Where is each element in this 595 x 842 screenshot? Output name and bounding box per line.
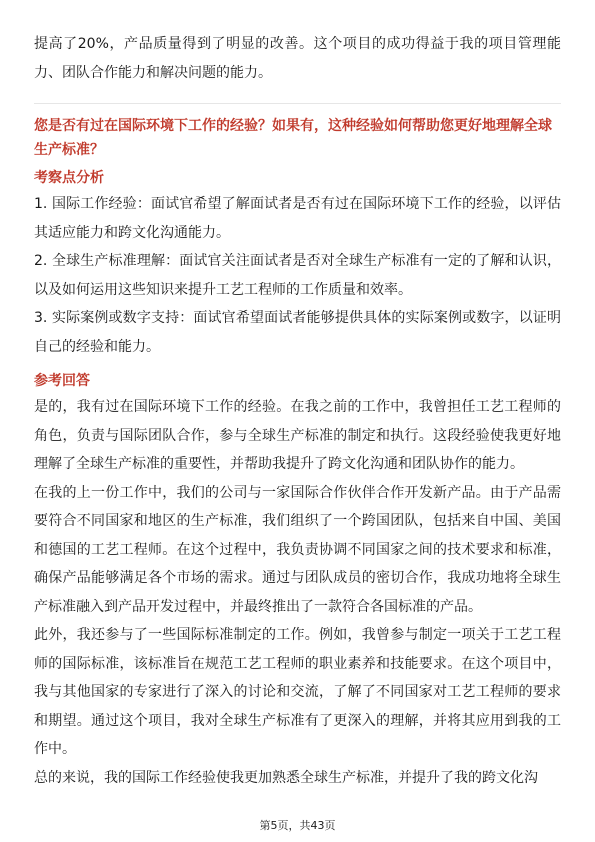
- answer-heading: 参考回答: [34, 373, 90, 389]
- analysis-heading: 考察点分析: [34, 170, 104, 186]
- page-number: 第5页，共43页: [259, 819, 336, 832]
- section-divider: [34, 103, 561, 104]
- analysis-item: 3. 实际案例或数字支持：面试官希望面试者能够提供具体的实际案例或数字，以证明自己的经验和能力。: [34, 310, 561, 355]
- answer-paragraph: 此外，我还参与了一些国际标准制定的工作。例如，我曾参与制定一项关于工艺工程师的国际标准，该标准旨在规范工艺工程师的职业素养和技能要求。在这个项目中，我与其他国家的专家进行了深入的讨论和交流，了解了不同国家对工艺工程师的要求和期望。通过这个项目，我对全球生产标准有了更深入的理解，并将其应用到我的工作中。: [34, 627, 561, 757]
- analysis-item: 2. 全球生产标准理解：面试官关注面试者是否对全球生产标准有一定的了解和认识，以及如何运用这些知识来提升工艺工程师的工作质量和效率。: [34, 253, 561, 298]
- answer-paragraph: 在我的上一份工作中，我们的公司与一家国际合作伙伴合作开发新产品。由于产品需要符合不同国家和地区的生产标准，我们组织了一个跨国团队，包括来自中国、美国和德国的工艺工程师。在这个过程中，我负责协调不同国家之间的技术要求和标准，确保产品能够满足各个市场的需求。通过与团队成员的密切合作，我成功地将全球生产标准融入到产品开发过程中，并最终推出了一款符合各国标准的产品。: [34, 484, 561, 615]
- answer-paragraph: 是的，我有过在国际环境下工作的经验。在我之前的工作中，我曾担任工艺工程师的角色，负责与国际团队合作，参与全球生产标准的制定和执行。这段经验使我更好地理解了全球生产标准的重要性，并帮助我提升了跨文化沟通和团队协作的能力。: [34, 399, 561, 472]
- answer-paragraph: 总的来说，我的国际工作经验使我更加熟悉全球生产标准，并提升了我的跨文化沟: [34, 769, 538, 786]
- top-paragraph: 提高了20%，产品质量得到了明显的改善。这个项目的成功得益于我的项目管理能力、团队合作能力和解决问题的能力。: [34, 36, 561, 81]
- analysis-item: 1. 国际工作经验：面试官希望了解面试者是否有过在国际环境下工作的经验，以评估其适应能力和跨文化沟通能力。: [34, 196, 561, 241]
- question-title: 您是否有过在国际环境下工作的经验？如果有，这种经验如何帮助您更好地理解全球生产标准？: [34, 118, 552, 158]
- document-page: [34, 30, 561, 792]
